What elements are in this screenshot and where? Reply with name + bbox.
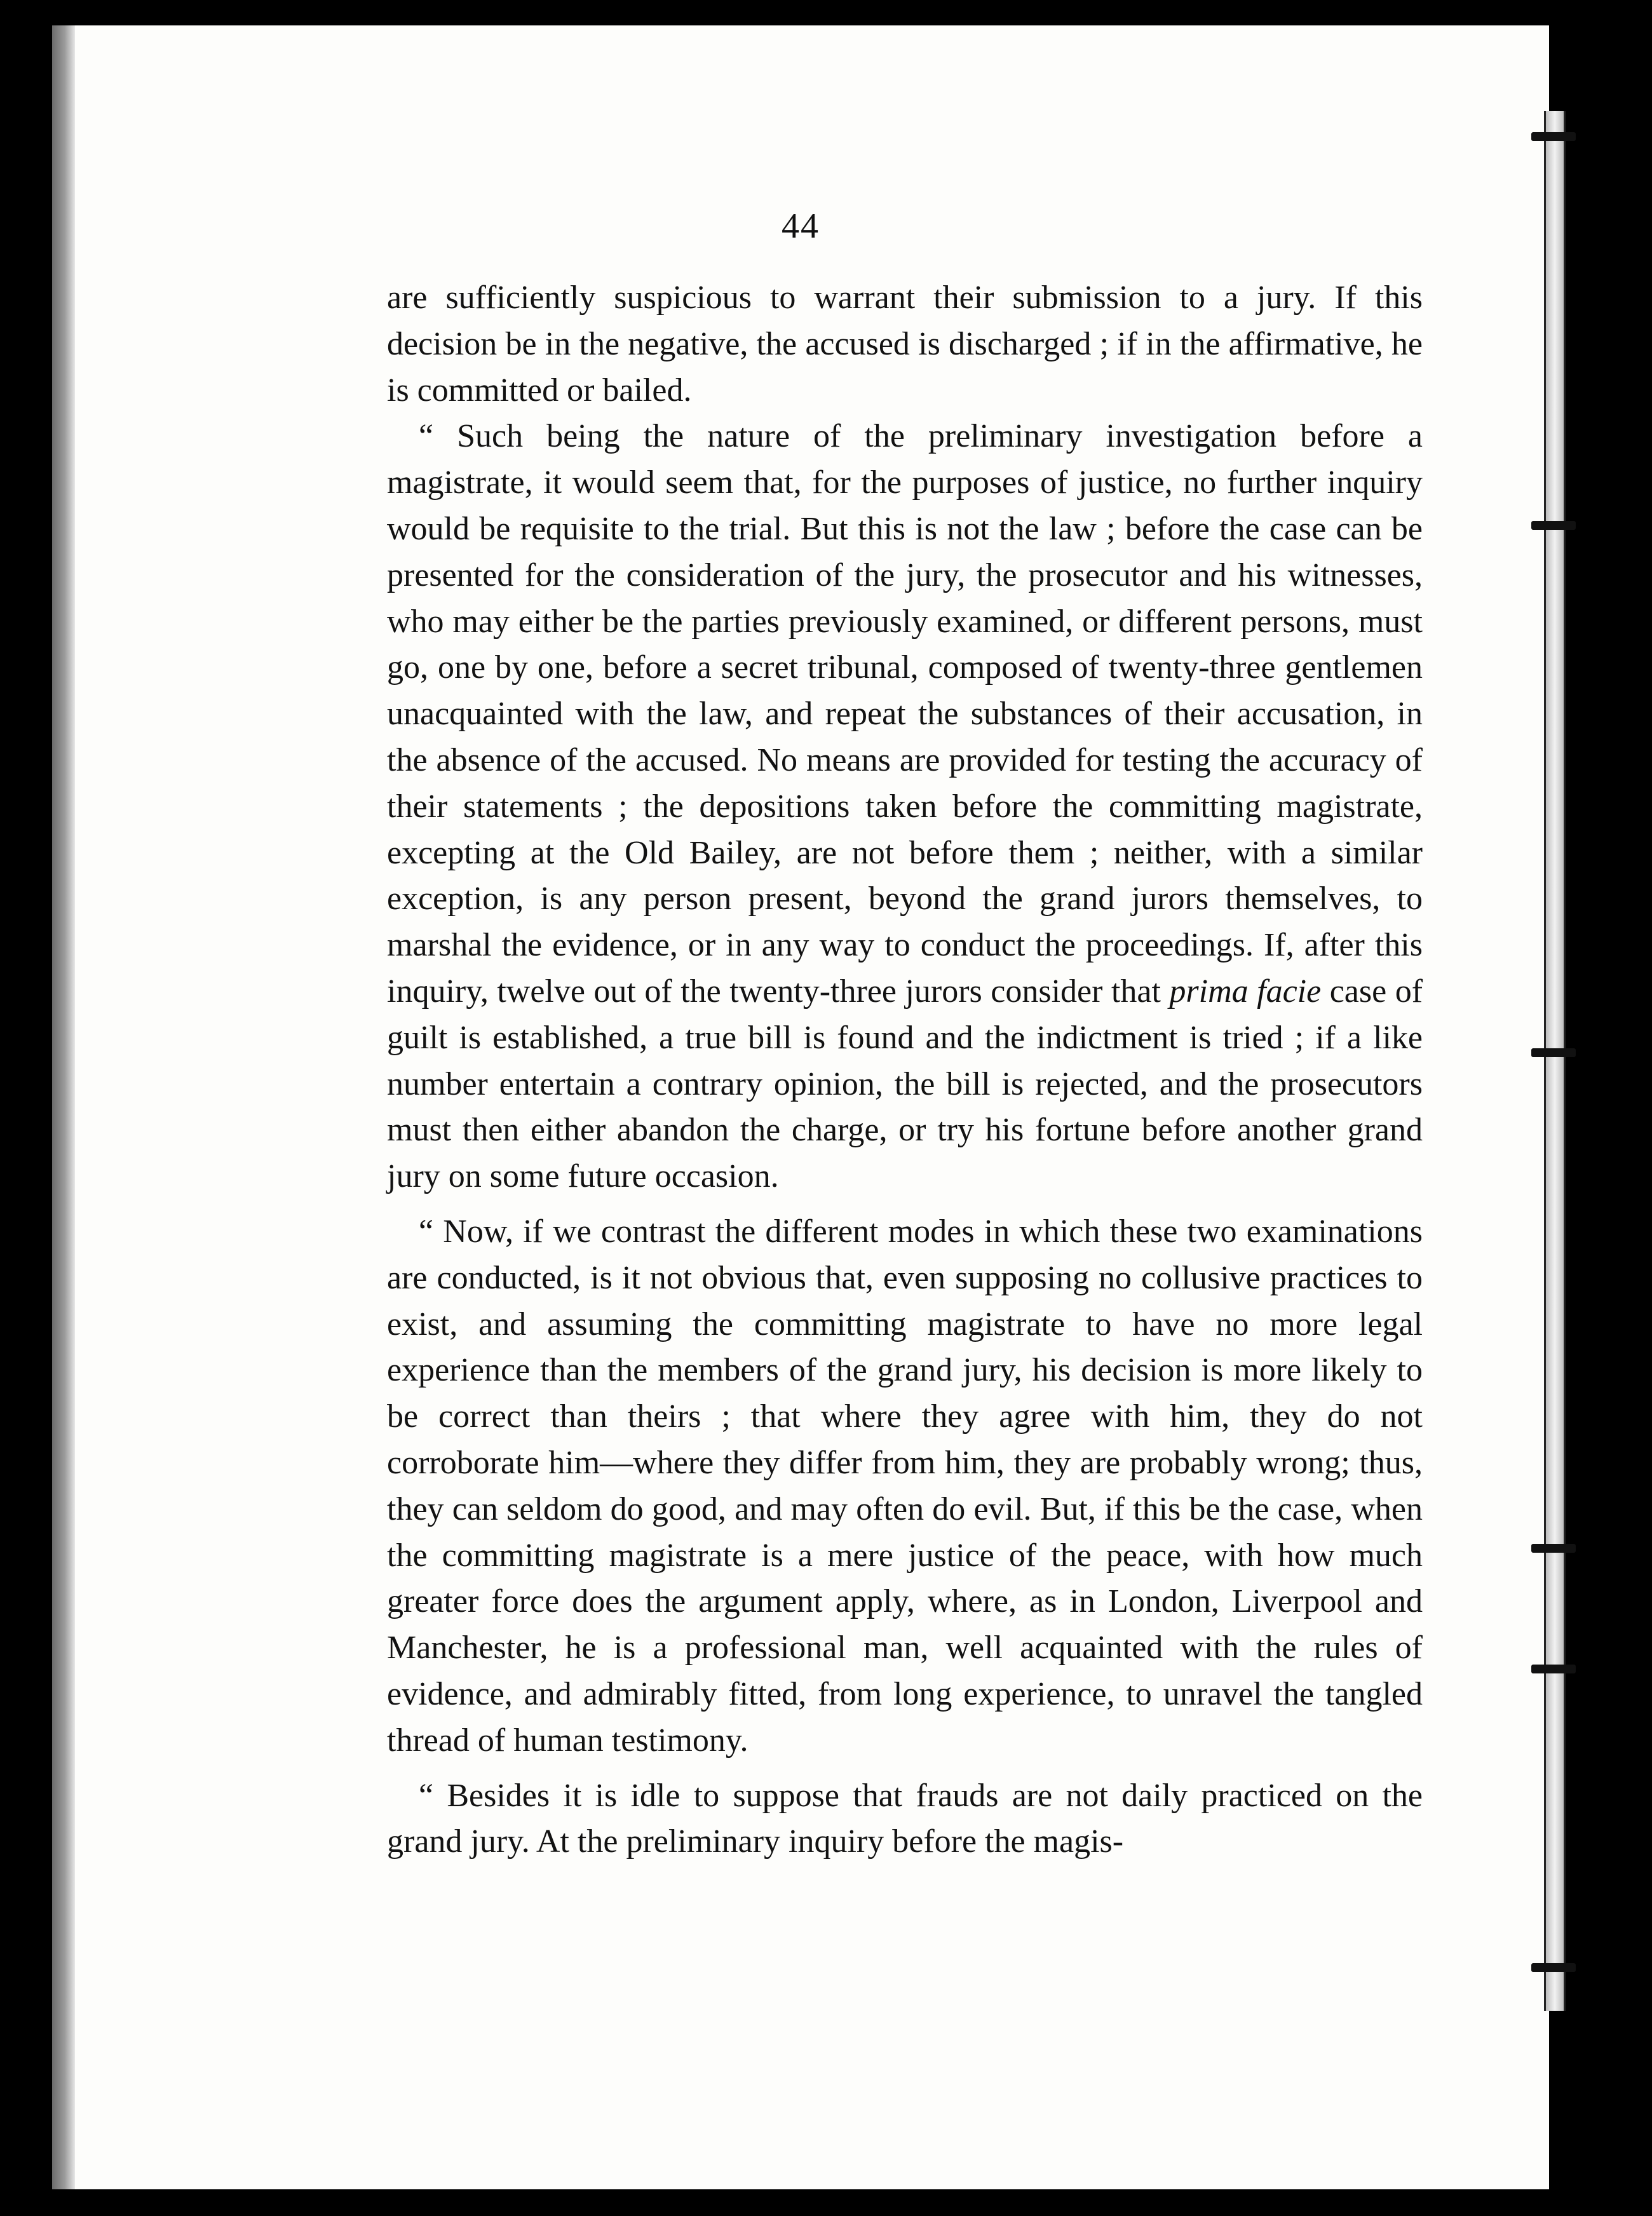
- binding-ring: [1531, 132, 1576, 141]
- paragraph-2: [387, 414, 1423, 1200]
- page-number: 44: [782, 206, 820, 246]
- binding-ring: [1531, 1665, 1576, 1673]
- paragraph-2-part-2: case of guilt is established, a true bill is found and the indictment is tried ; if a like number entertain a contrary opinion, the bill is rejected, and the prosecutors must then either abandon the charge, or try his fortune before another grand jury on some future occasion.: [387, 973, 1423, 1195]
- binding-ring: [1531, 1048, 1576, 1057]
- binding-gutter: [52, 25, 75, 2189]
- paragraph-3: “ Now, if we contrast the different modes in which these two examinations are conducted, is it not obvious that, even supposing no collusive practices to exist, and assuming the committing magistrate to have no more legal experience than the members of the grand jury, his decision is more likely to be correct than theirs ; that where they agree with him, they do not corroborate him—where they differ from him, they are probably wrong; thus, they can seldom do good, and may often do evil. But, if this be the case, when the committing magistrate is a mere justice of the peace, with how much greater force does the argument apply, where, as in London, Liverpool and Manchester, he is a professional man, well acquainted with the rules of evidence, and admirably fitted, from long experience, to unravel the tangled thread of human testimony.: [387, 1213, 1423, 1759]
- paragraph-1: are sufficiently suspicious to warrant their submission to a jury. If this decision be in the negative, the accused is discharged ; if in the affirmative, he is committed or bailed.: [387, 280, 1423, 409]
- binding-ring: [1531, 521, 1576, 530]
- paragraph-2-italic-phrase: prima facie: [1169, 973, 1322, 1010]
- body-text: [387, 275, 1423, 1865]
- paragraph-4: “ Besides it is idle to suppose that frauds are not daily practiced on the grand jury. At the preliminary inquiry before the magis-: [387, 1777, 1423, 1860]
- paragraph-2-part-1: “ Such being the nature of the preliminary investigation before a magistrate, it would seem that, for the purposes of justice, no further inquiry would be requisite to the trial. But this is not the law ; before the case can be presented for the consideration of the jury, the prosecutor and his witnesses, who may either be the parties previously examined, or different persons, must go, one by one, before a secret tribunal, composed of twenty-three gentlemen unacquainted with the law, and repeat the substances of their accusation, in the absence of the accused. No means are provided for testing the accuracy of their statements ; the depositions taken before the committing magistrate, excepting at the Old Bailey, are not before them ; neither, with a similar exception, is any person present, beyond the grand jurors themselves, to marshal the evidence, or in any way to conduct the proceedings. If, after this inquiry, twelve out of the twenty-three jurors consider that: [387, 418, 1423, 1010]
- scan-edge-strip: [1544, 111, 1566, 2011]
- document-page: [52, 25, 1549, 2189]
- binding-ring: [1531, 1963, 1576, 1972]
- binding-ring: [1531, 1544, 1576, 1553]
